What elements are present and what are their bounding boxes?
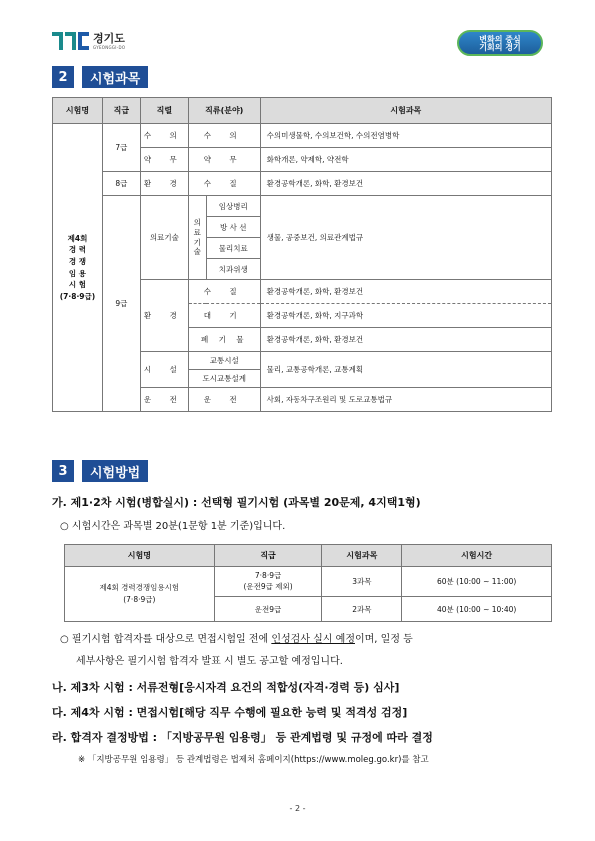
item-na: 나. 제3차 시험 : 서류전형[응시자격 요건의 적합성(자격·경력 등) 심사] xyxy=(52,681,400,694)
field-cell: 방 사 선 xyxy=(206,217,260,238)
item-ra: 라. 합격자 결정방법 : 「지방공무원 임용령」 등 관계법령 및 규정에 따라 결정 xyxy=(52,731,433,744)
subjects-cell: 환경공학개론, 화학, 환경보건 xyxy=(260,172,551,196)
item-ga: 가. 제1·2차 시험(병합실시) : 선택형 필기시험 (과목별 20문제, 4지택1형) xyxy=(52,496,421,509)
subjects-cell: 화학개론, 약제학, 약전학 xyxy=(260,148,551,172)
table-header-row xyxy=(65,545,552,567)
reference-note: ※ 「지방공무원 임용령」 등 관계법령은 법제처 홈페이지(https://www.moleg.go.kr)를 참고 xyxy=(78,755,429,765)
subjects-cell: 환경공학개론, 화학, 지구과학 xyxy=(260,304,551,328)
gyeonggi-logo xyxy=(52,32,125,50)
subjects-cell: 수의미생물학, 수의보건학, 수의전염병학 xyxy=(260,124,551,148)
field-cell: 도시교통설계 xyxy=(188,370,260,388)
medical-group-cell: 의 료 기 술 xyxy=(188,196,206,280)
bullet-personality-test: ○ 필기시험 합격자를 대상으로 면접시험일 전에 인성검사 실시 예정이며, 일정 등 xyxy=(60,634,413,645)
field-cell: 폐 기 물 xyxy=(188,328,260,352)
field-cell: 수 질 xyxy=(188,172,260,196)
subjects-cell: 환경공학개론, 화학, 환경보건 xyxy=(260,280,551,304)
col-header-grade: 직급 xyxy=(214,545,322,567)
field-cell: 교통시설 xyxy=(188,352,260,370)
section-2-title: 시험과목 xyxy=(82,66,148,88)
col-header-exam: 시험명 xyxy=(53,98,103,124)
badge-line-2: 기회의 경기 xyxy=(479,43,521,53)
col-header-grade: 직급 xyxy=(102,98,140,124)
field-cell: 수 질 xyxy=(188,280,260,304)
field-cell: 임상병리 xyxy=(206,196,260,217)
subjects-count-cell: 2과목 xyxy=(322,597,402,622)
field-cell: 치과위생 xyxy=(206,259,260,280)
logo-name: 경기도 xyxy=(93,31,125,45)
section-2-number: 2 xyxy=(52,66,74,88)
subjects-count-cell: 3과목 xyxy=(322,567,402,597)
series-cell: 수 의 xyxy=(140,124,188,148)
col-header-series: 직렬 xyxy=(140,98,188,124)
series-cell: 환 경 xyxy=(140,172,188,196)
grade-7-cell: 7급 xyxy=(102,124,140,172)
item-da: 다. 제4차 시험 : 면접시험[해당 직무 수행에 필요한 능력 및 적격성 검정] xyxy=(52,706,408,719)
table-header-row xyxy=(53,98,552,124)
field-cell: 대 기 xyxy=(188,304,260,328)
grade-9-cell: 9급 xyxy=(102,196,140,412)
page-number: - 2 - xyxy=(289,804,306,813)
series-cell: 의료기술 xyxy=(140,196,188,280)
badge-line-1: 변화의 중심 xyxy=(479,35,521,44)
field-cell: 약 무 xyxy=(188,148,260,172)
time-cell: 40분 (10:00 ~ 10:40) xyxy=(402,597,552,622)
table-row xyxy=(53,172,552,196)
section-3-title: 시험방법 xyxy=(82,460,148,482)
col-header-field: 직류(분야) xyxy=(188,98,260,124)
section-2-heading xyxy=(52,66,148,88)
col-header-subjects: 시험과목 xyxy=(260,98,551,124)
table-row xyxy=(53,124,552,148)
series-cell: 약 무 xyxy=(140,148,188,172)
field-cell: 물리치료 xyxy=(206,238,260,259)
grade-cell: 운전9급 xyxy=(214,597,322,622)
subjects-cell: 물리, 교통공학개론, 교통계획 xyxy=(260,352,551,388)
series-cell: 환 경 xyxy=(140,280,188,352)
col-header-exam: 시험명 xyxy=(65,545,215,567)
col-header-subjects: 시험과목 xyxy=(322,545,402,567)
subjects-cell: 사회, 자동차구조원리 및 도로교통법규 xyxy=(260,388,551,412)
table-row xyxy=(53,196,552,217)
subjects-cell: 환경공학개론, 화학, 환경보건 xyxy=(260,328,551,352)
section-3-number: 3 xyxy=(52,460,74,482)
section-3-heading xyxy=(52,460,148,482)
exam-name-cell: 제4회 경 력 경 쟁 임 용 시 험 (7·8·9급) xyxy=(53,124,103,412)
series-cell: 운 전 xyxy=(140,388,188,412)
subjects-cell: 생물, 공중보건, 의료관계법규 xyxy=(260,196,551,280)
field-cell: 수 의 xyxy=(188,124,260,148)
bullet-exam-time: ○ 시험시간은 과목별 20분(1문항 1분 기준)입니다. xyxy=(60,521,286,532)
time-cell: 60분 (10:00 ~ 11:00) xyxy=(402,567,552,597)
series-cell: 시 설 xyxy=(140,352,188,388)
bullet-personality-test-line2: 세부사항은 필기시험 합격자 발표 시 별도 공고할 예정입니다. xyxy=(76,656,343,667)
exam-name-cell: 제4회 경력경쟁임용시험 (7·8·9급) xyxy=(65,567,215,622)
logo-mark-icon xyxy=(52,32,89,50)
underlined-text: 인성검사 실시 예정 xyxy=(271,634,355,645)
grade-8-cell: 8급 xyxy=(102,172,140,196)
field-cell: 운 전 xyxy=(188,388,260,412)
table-row xyxy=(65,567,552,597)
slogan-badge xyxy=(457,30,543,56)
page-header xyxy=(52,30,543,60)
exam-time-table xyxy=(64,544,552,622)
grade-cell: 7·8·9급 (운전9급 제외) xyxy=(214,567,322,597)
col-header-time: 시험시간 xyxy=(402,545,552,567)
exam-subjects-table xyxy=(52,97,552,412)
logo-sub: GYEONGGI-DO xyxy=(93,44,126,50)
